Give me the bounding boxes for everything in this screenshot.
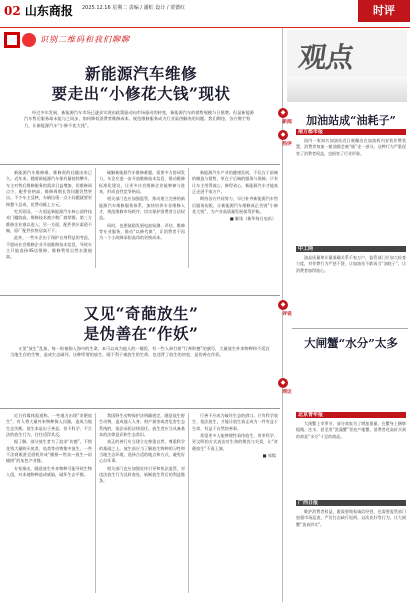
paragraph: 真正的善行应当建立在尊重自然、尊重科学的基础之上。放生前应当了解放生物种的习性和当地生态环境，选择合适的地点和方式，避免好心办坏事。	[99, 439, 185, 464]
paragraph: 油品质量和计量准确关系千家万户，监管部门应加大检查力度，对作弊行为严惩不贷，让加油站不敢再当“油耗子”，让消费者加得放心。	[296, 255, 406, 273]
paragraph: 行善不应成为破坏生态的借口。只有科学放生、依法放生，才能让放生真正成为一件有益于生命、有益于自然的善事。	[192, 413, 278, 431]
article1-byline: ■ 解读（新华每日电讯）	[229, 216, 276, 222]
story2-para2	[296, 509, 406, 528]
story1-para1	[296, 138, 406, 157]
paragraph: 大闸蟹上市季节，部分商家为了增加重量，在蟹身上捆绑粗绳、注水，甚至用“洗澡蟹”冒充产地蟹，消费者花高价买到的却是“水分”十足的商品。	[296, 421, 406, 439]
article1-title-line1: 新能源汽车维修	[84, 64, 197, 83]
icon-label: 新闻	[282, 120, 292, 125]
icon-label: 评说	[282, 312, 292, 317]
paragraph: 国内一家知名加油站近日被曝出在加油机内安装作弊装置，消费者每加一箱油都会被“偷”走一部分。这种行为严重侵害了消费者权益，也损害了行业形象。	[296, 138, 406, 156]
paragraph: 此外，一些车企出于保护自身利益的考虑，不愿向社会维修企业开放维修技术信息，导致车主只能选择4S店维修，维修费用自然水涨船高。	[6, 235, 92, 260]
article1-column2	[99, 170, 185, 243]
article1-column3	[192, 170, 278, 223]
divider	[0, 408, 280, 409]
page-number: 02 山东商报	[4, 4, 73, 18]
discuss-icon: ◆	[278, 300, 288, 310]
paragraph: 希望更多人能够理性看待放生，用更科学、更文明的方式表达对生命的敬畏与关爱，让“奇葩放生”不再上演。	[192, 433, 278, 451]
article1-title-line2: 要走出“小修花大钱”现状	[51, 84, 231, 103]
column-divider	[188, 413, 189, 593]
comment-icon: ◆	[278, 130, 288, 140]
paragraph: 维护消费者权益，既需要商家诚信经营，也需要监管部门加强市场巡查，严厉打击缺斤短两、以次充好等行为，让大闸蟹“货真价实”。	[296, 509, 406, 527]
story1-title: 加油站成“油耗子”	[306, 114, 396, 127]
paragraph: 据了解，部分放生者为了追求“功德”，不惜花钱大量购买鱼类、龟类等动物集中放生，一些不法商贩甚至借机形成“捕捞—售卖—放生—再捕捞”的灰色产业链。	[6, 439, 92, 464]
story2-source-bar: 北京青年报	[296, 412, 406, 418]
paragraph: 究其原因，一方面是新能源汽车核心部件技术门槛较高，维修技术被少数厂商掌握，第三方维修企业难以进入；另一方面，配件供应渠道不畅，原厂配件价格居高不下。	[6, 209, 92, 234]
paragraph: 期待各方共同努力，早日补齐新能源汽车售后服务短板，让新能源汽车维修真正告别“小修花大钱”，为产业高质量发展保驾护航。	[192, 196, 278, 215]
divider	[292, 328, 408, 329]
qr-code-icon	[4, 32, 20, 48]
article2-title-line2: 是伪善在“作妖”	[83, 324, 199, 343]
article2-column3	[192, 413, 278, 459]
article2-column1	[6, 413, 92, 479]
paragraph: 新能源汽车维修难、维修贵的问题由来已久。近年来，随着新能源汽车保有量持续攀升，车主对售后维修服务的需求日益增加，但维修网点少、配件价格高、维修周期长等问题仍然突出。不少车主反映，车辆出现一点小问题就要更换整个总成，花费动辄上万元。	[6, 170, 92, 207]
paragraph: 我国野生动物保护法明确规定，随意放生野生动物，造成他人人身、财产损害或者危害生态系统的，依法承担法律责任。放生者应当具备基本的法律意识和生态常识。	[99, 413, 185, 438]
paragraph: 相关部门也应加强宣传引导和执法监管，对违法放生行为及时查处，斩断放生背后的利益链条。	[99, 465, 185, 484]
sidebar-banner	[287, 30, 407, 102]
article2-byline: ■ 邹嫣	[262, 453, 276, 459]
section-label: 时评	[358, 0, 410, 22]
divider	[0, 295, 280, 296]
paragraph: 近日有媒体报道称，一些地方出现“奇葩放生”，有人将大量外来物种倒入河湖，造成当地生态失衡。放生本是出于善意，但不科学、不合法的放生行为，往往适得其反。	[6, 413, 92, 438]
story1-source-bar: 南方都市报	[296, 129, 406, 135]
banner-title: 观点	[296, 41, 356, 74]
article2-column2	[99, 413, 185, 486]
paragraph: 专家指出，随意放生外来物种可能导致生物入侵，对本地物种造成威胁，破坏生态平衡。	[6, 465, 92, 478]
story1-para2	[296, 255, 406, 274]
ribbon-icon	[22, 33, 36, 47]
paragraph: 同时，也要鼓励发展电池检测、评估、维修等专业服务，推动“以修代换”，让消费者不再为一个小故障承担高昂的更换成本。	[99, 222, 185, 241]
story2-title: 大闸蟹“水分”太多	[304, 336, 398, 350]
column-divider	[188, 168, 189, 268]
icon-label: 热评	[282, 142, 292, 147]
story1-source-bar2: 中工网	[296, 246, 406, 252]
slogan: 识别二维码和我们聊聊	[40, 35, 130, 44]
divider	[0, 164, 280, 165]
article1-column1	[6, 170, 92, 262]
paragraph: 破解新能源汽车维修难题，需要多方协同发力。车企应进一步开放维修技术信息，推动维修标准化建设，让更多社会维修企业能够参与进来，形成良性竞争格局。	[99, 170, 185, 195]
story2-para1	[296, 421, 406, 440]
story2-source-bar2: 广西日报	[296, 500, 406, 506]
article2-title-line1: 又见“奇葩放生”	[83, 304, 199, 323]
masthead	[0, 0, 410, 28]
banner-swoosh	[287, 76, 407, 102]
date-line: 2025.12.16 星期二 责编 / 潘虹 设计 / 贾德红	[82, 5, 186, 11]
paragraph: 相关部门也应加强监管，推动建立完善的新能源汽车维修服务体系，加快培养专业维修人才，规范维修市场秩序，切实保护消费者合法权益。	[99, 196, 185, 221]
article1-lead: 经过多年发展，新能源汽车市场已逐步实现由政策驱动向市场驱动的转变，新能源汽车的销售规模与日俱增。但是新能源汽车售后服务却未能与之同步，如何降低消费者维修成本、规范维修服务成为行业亟待解决的问题。我们期待，各方携手努力，让新能源汽车“小修不花大钱”。	[24, 110, 254, 128]
article2-lead: 又见“放生”乱象，每一粒被倒入海中的生命，本可以成为他人的一餐饭，有一些人却打着“行善积德”的旗号，大量放生外来物种和不适宜当地生存的生物，造成生态破坏。这种所谓的放生，既不利于被放生的生命，也违背了放生的初衷，是伪善在作妖。	[10, 346, 270, 358]
paragraph: 新能源汽车产业的健康发展，不仅在于前端的制造与销售，更在于后端的服务与保障。只有让车主用得放心、修得省心，新能源汽车才能真正走进千家万户。	[192, 170, 278, 195]
column-divider	[95, 168, 96, 268]
paper-name: 山东商报	[24, 4, 73, 18]
icon-label: 网议	[282, 390, 292, 395]
column-divider	[95, 413, 96, 593]
news-icon: ◆	[278, 108, 288, 118]
web-icon: ◆	[278, 378, 288, 388]
